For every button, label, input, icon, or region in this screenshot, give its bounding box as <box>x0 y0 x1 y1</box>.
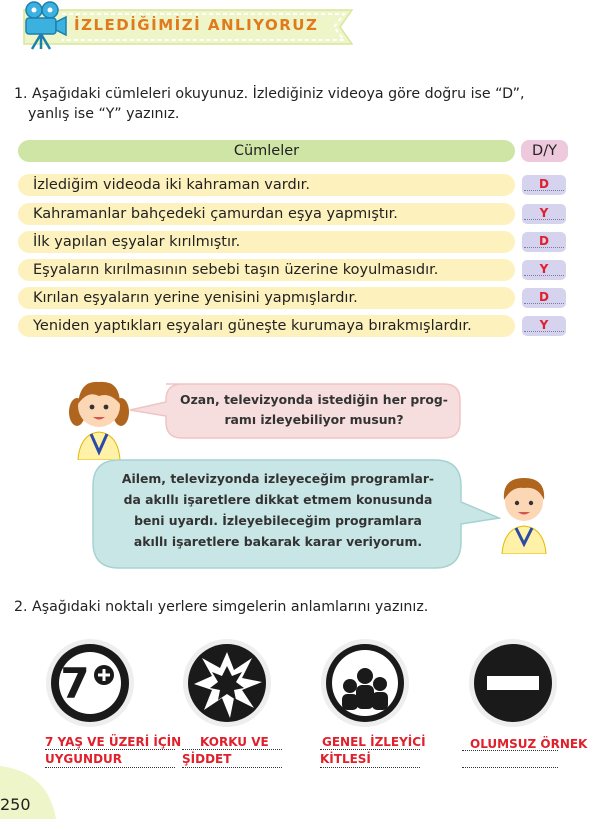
row-sentence: İzlediğim videoda iki kahraman vardır. <box>33 177 310 193</box>
page-number: 250 <box>0 795 31 814</box>
question-1-prompt: 1. Aşağıdaki cümleleri okuyunuz. İzlediğiniz videoya göre doğru ise “D”, <box>14 86 525 102</box>
symbol-answer-line: KİTLESİ <box>320 752 371 766</box>
boy-character <box>494 472 554 554</box>
video-camera-icon <box>20 0 68 50</box>
svg-text:7: 7 <box>60 659 90 708</box>
question-2-prompt: 2. Aşağıdaki noktalı yerlere simgelerin anlamlarını yazınız. <box>14 599 429 615</box>
row-answer: D <box>539 177 549 191</box>
table-header-sentences: Cümleler <box>233 143 300 159</box>
boy-speech-line: akıllı işaretlere bakarak karar veriyorum. <box>133 534 423 549</box>
symbol-answer-line: KORKU VE <box>200 735 269 749</box>
row-answer: Y <box>539 262 549 276</box>
boy-speech-line: da akıllı işaretlere dikkat etmem konusunda <box>123 492 433 507</box>
girl-character <box>64 372 134 460</box>
symbol-answer-line: UYGUNDUR <box>45 752 123 766</box>
row-answer: Y <box>539 318 549 332</box>
table-header-answer: D/Y <box>532 143 557 159</box>
question-1-prompt-cont: yanlış ise “Y” yazınız. <box>28 106 180 122</box>
boy-speech-line: Ailem, televizyonda izleyeceğim programlar- <box>121 471 435 486</box>
symbol-answer-line: GENEL İZLEYİCİ <box>322 735 426 749</box>
age-7-plus-icon <box>45 638 135 728</box>
girl-speech-line: Ozan, televizyonda istediğin her prog- <box>180 392 448 407</box>
symbol-answer-line: 7 YAŞ VE ÜZERİ İÇİN <box>45 735 182 749</box>
violence-fear-icon <box>182 638 272 728</box>
row-answer: Y <box>539 206 549 220</box>
row-sentence: Yeniden yaptıkları eşyaları güneşte kurumaya bırakmışlardır. <box>33 318 472 334</box>
section-title: İZLEDİĞİMİZİ ANLIYORUZ <box>74 16 319 34</box>
row-sentence: Eşyaların kırılmasının sebebi taşın üzerine koyulmasıdır. <box>33 262 439 278</box>
negative-example-icon <box>468 638 558 728</box>
row-answer: D <box>539 234 549 248</box>
row-sentence: Kırılan eşyaların yerine yenisini yapmışlardır. <box>33 290 358 306</box>
symbol-answer-line: ŞİDDET <box>182 752 232 766</box>
row-sentence: Kahramanlar bahçedeki çamurdan eşya yapmıştır. <box>33 206 398 222</box>
boy-speech-line: beni uyardı. İzleyebileceğim programlara <box>134 513 422 528</box>
girl-speech-line: ramı izleyebiliyor musun? <box>224 412 404 427</box>
symbol-answer-line: OLUMSUZ ÖRNEK <box>470 737 588 751</box>
general-audience-icon <box>320 638 410 728</box>
row-sentence: İlk yapılan eşyalar kırılmıştır. <box>33 234 241 250</box>
row-answer: D <box>539 290 549 304</box>
